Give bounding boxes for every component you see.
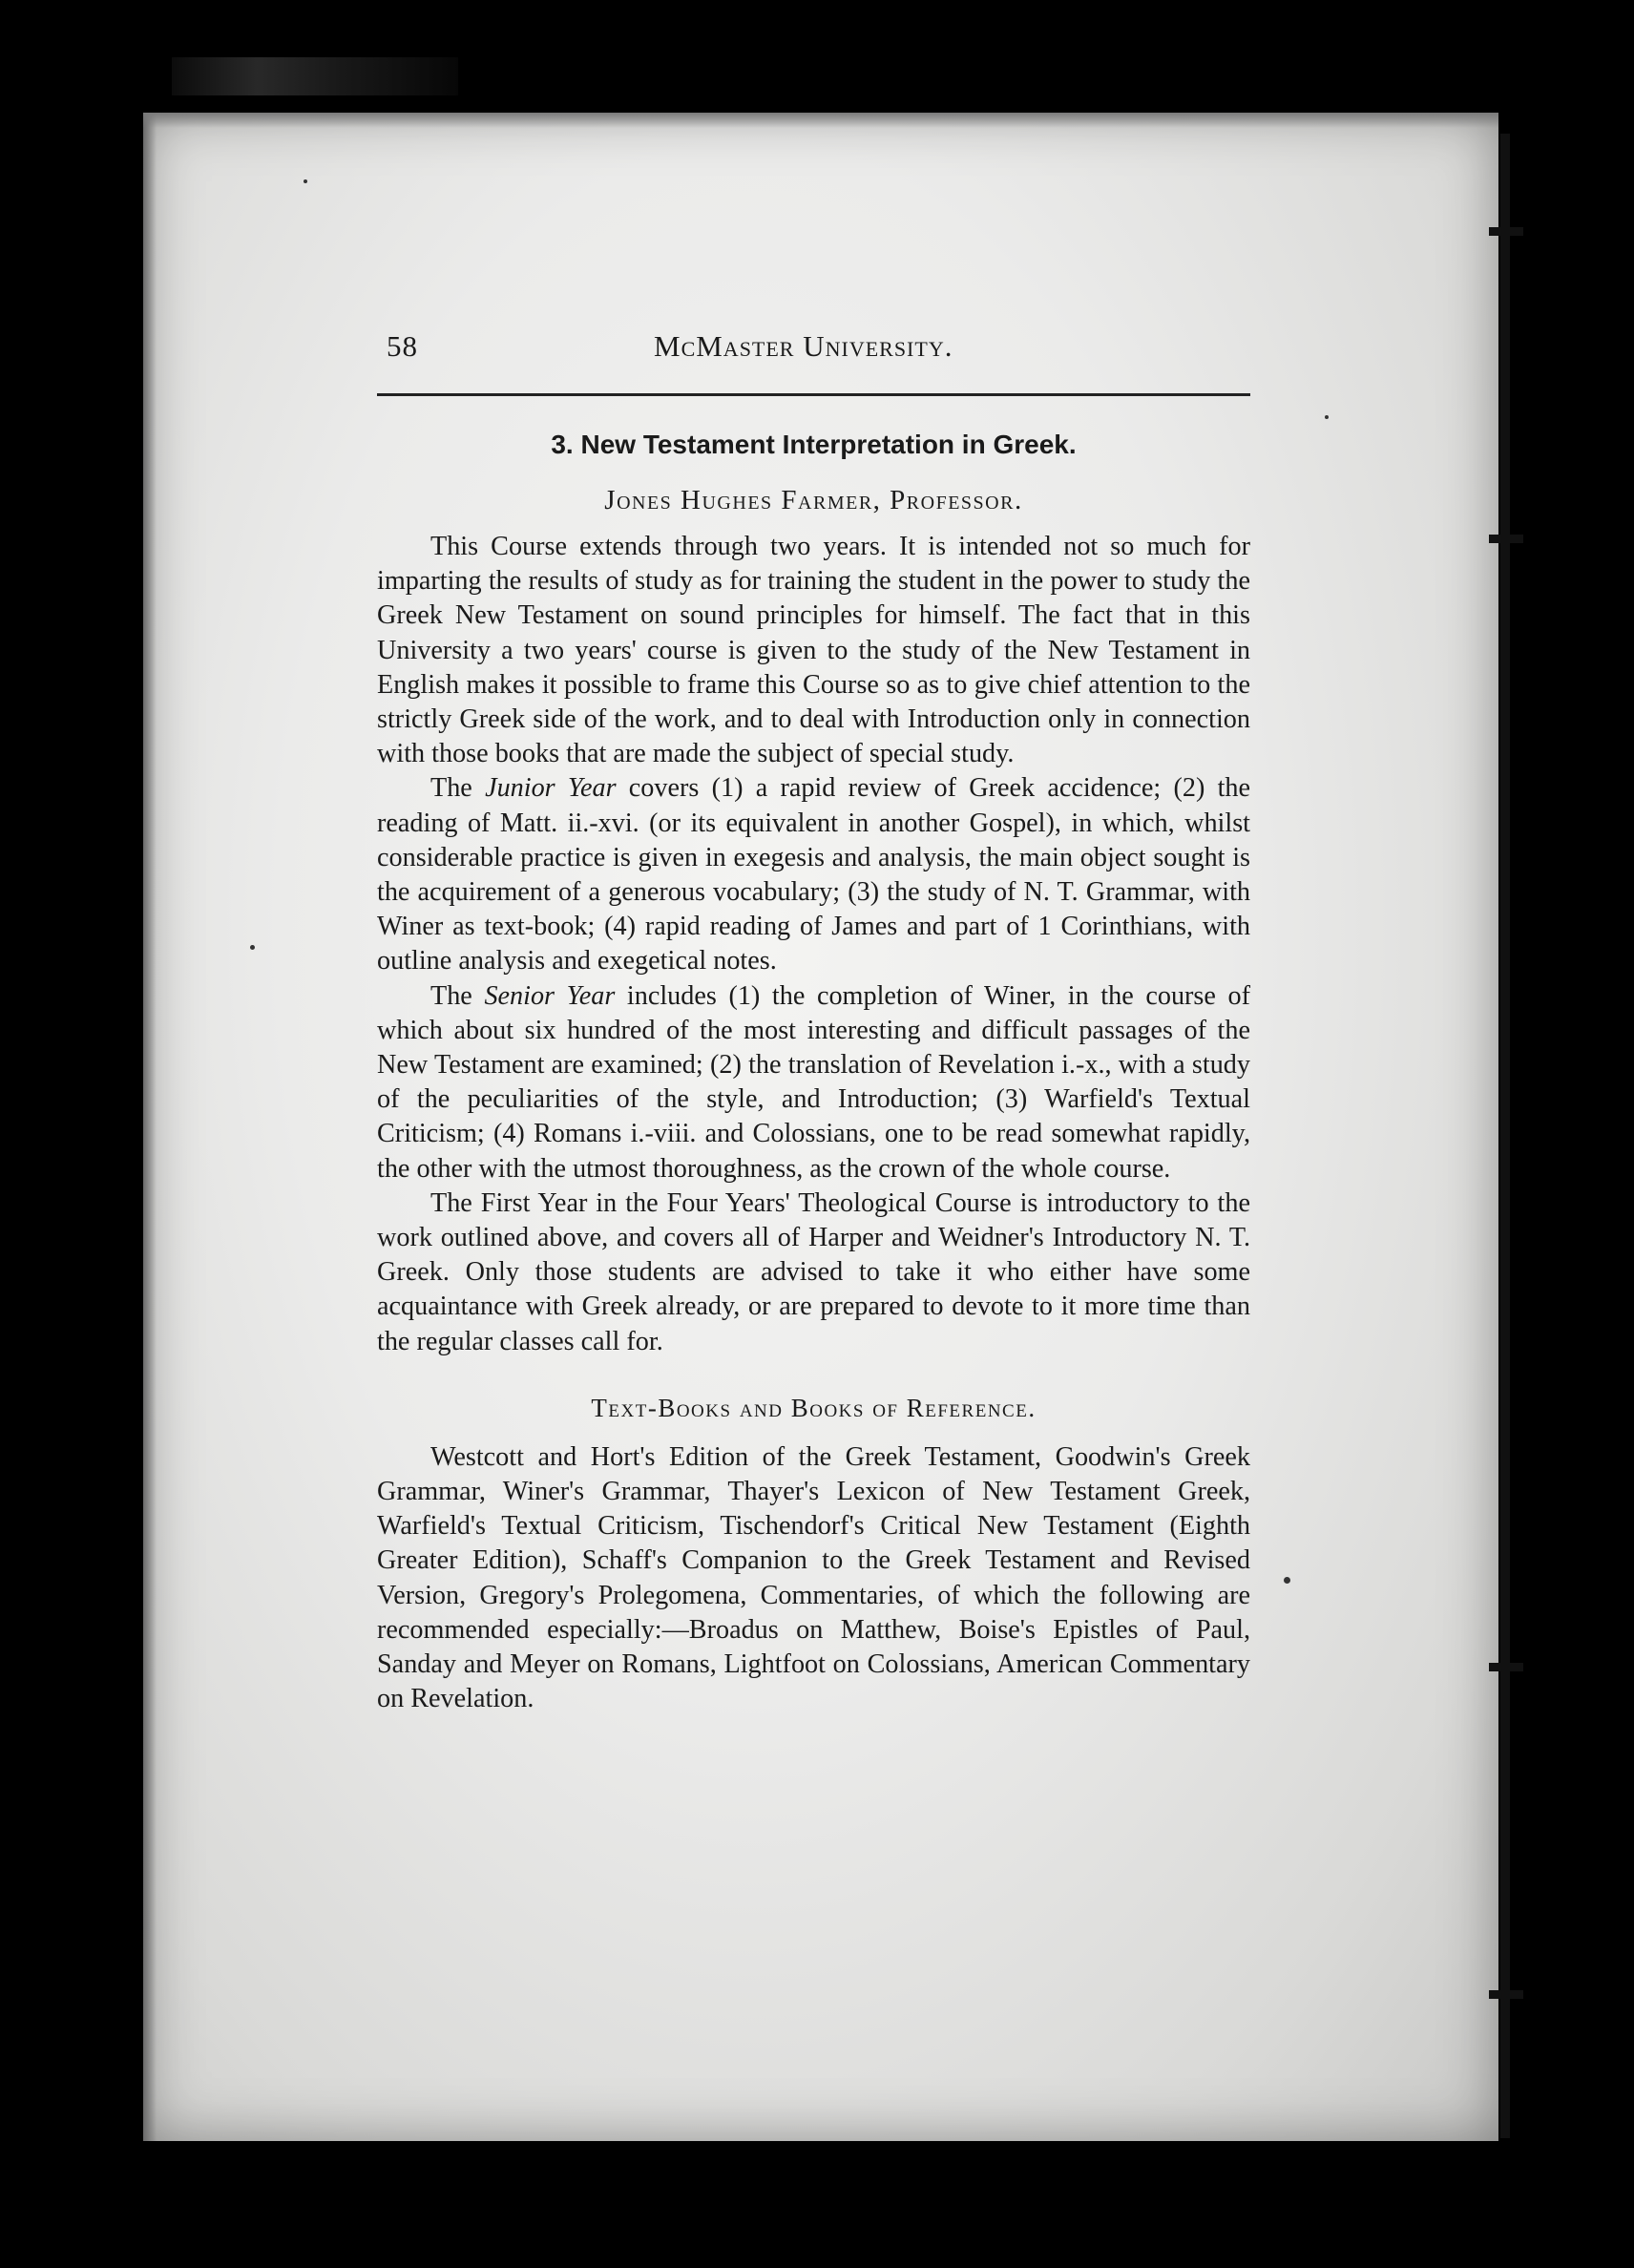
senior-lead: The bbox=[430, 980, 485, 1011]
scan-speck bbox=[250, 945, 255, 950]
paragraph-first-year: The First Year in the Four Years' Theological Course is introductory to the work outlined above, and covers all of Harper and Weidner's Introductory N. T. Greek. Only those students are advised to take it who either have some acquaintance with Greek already, or are prepared to devote to it more time than the regular classes call for. bbox=[377, 1187, 1250, 1356]
binding-spine bbox=[1500, 134, 1510, 2138]
binding-tick bbox=[1489, 227, 1523, 236]
binding-tick bbox=[1489, 1663, 1523, 1671]
header-rule bbox=[377, 393, 1250, 396]
paragraph-junior-year bbox=[377, 771, 1250, 978]
page-number: 58 bbox=[387, 329, 418, 363]
scan-speck bbox=[1325, 415, 1329, 419]
paper-edge-left bbox=[143, 113, 157, 2141]
junior-lead: The bbox=[430, 773, 486, 804]
binding-tick bbox=[1489, 535, 1523, 543]
scan-top-strip bbox=[172, 57, 458, 95]
running-title: McMaster University. bbox=[654, 329, 953, 363]
paper-edge-top bbox=[143, 113, 1498, 128]
scan-speck bbox=[304, 179, 307, 183]
junior-year-term: Junior Year bbox=[485, 773, 617, 804]
scan-speck bbox=[1284, 1577, 1290, 1584]
senior-year-term: Senior Year bbox=[484, 980, 616, 1011]
paragraph-senior-year bbox=[377, 979, 1250, 1186]
senior-description: includes (1) the completion of Winer, in the course of which about six hundred of the most interesting and difficult passages of the New Testament are examined; (2) the translation of Revelation i.-x., with a study of the peculiarities of the style, and Introduction; (3) Warfield's Textual Criticism; (4) Romans i.-viii. and Colossians, one to be read somewhat rapidly, the other with the utmost thoroughness, as the crown of the whole course. bbox=[377, 980, 1250, 1184]
binding-tick bbox=[1489, 1990, 1523, 1999]
running-head bbox=[377, 325, 1250, 382]
document-page bbox=[377, 325, 1250, 1717]
section-title: 3. New Testament Interpretation in Greek. bbox=[551, 430, 1077, 459]
references-list: Westcott and Hort's Edition of the Greek Testament, Goodwin's Greek Grammar, Winer's Grammar, Thayer's Lexicon of New Testament Greek, Warfield's Textual Criticism, Tischendorf's Critical New Testament (Eighth Greater Edition), Schaff's Companion to the Greek Testament and Revised Version, Gregory's Prolegomena, Commentaries, of which the following are recommended especially:—Broadus on Matthew, Boise's Epistles of Paul, Sanday and Meyer on Romans, Lightfoot on Colossians, American Commentary on Revelation. bbox=[377, 1441, 1250, 1714]
paragraph-course-overview: This Course extends through two years. It is intended not so much for imparting the results of study as for training the student in the power to study the Greek New Testament on sound principles for himself. The fact that in this University a two years' course is given to the study of the New Testament in English makes it possible to frame this Course so as to give chief attention to the strictly Greek side of the work, and to deal with Introduction only in connection with those books that are made the subject of special study. bbox=[377, 532, 1250, 769]
junior-description: covers (1) a rapid review of Greek accidence; (2) the reading of Matt. ii.-xvi. (or its equivalent in another Gospel), in which, whilst considerable practice is given in exegesis and analysis, the main object sought is the acquirement of a generous vocabulary; (3) the study of N. T. Grammar, with Winer as text-book; (4) rapid reading of James and part of 1 Corinthians, with outline analysis and exegetical notes. bbox=[377, 773, 1251, 976]
professor-byline: Jones Hughes Farmer, Professor. bbox=[604, 485, 1023, 515]
references-heading: Text-Books and Books of Reference. bbox=[591, 1393, 1037, 1422]
